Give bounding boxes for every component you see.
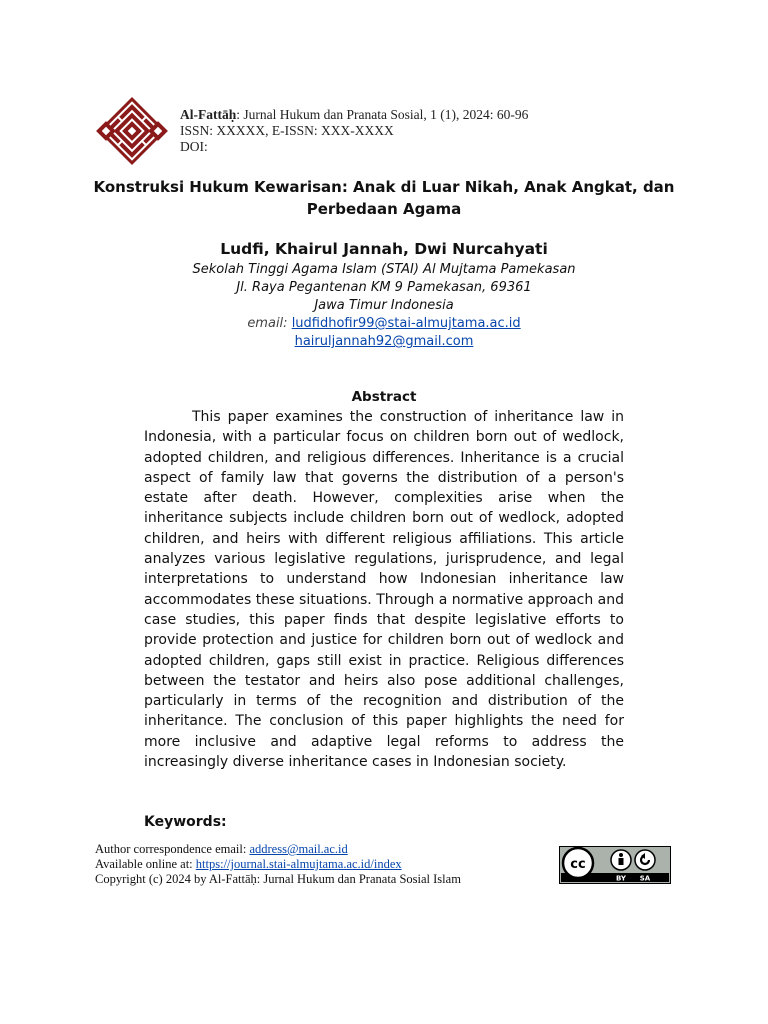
affiliation-region: Jawa Timur Indonesia: [314, 298, 454, 313]
sa-label: SA: [639, 874, 651, 883]
online-url-link[interactable]: https://journal.stai-almujtama.ac.id/index: [195, 857, 402, 871]
author-affiliation: [80, 261, 688, 351]
by-label: BY: [615, 874, 627, 883]
email-label: email:: [247, 316, 288, 331]
affiliation-address: Jl. Raya Pegantenan KM 9 Pamekasan, 69361: [236, 280, 532, 295]
correspondence-line: [95, 842, 461, 857]
correspondence-label: Author correspondence email:: [95, 842, 250, 856]
journal-logo-icon: [92, 95, 172, 167]
keywords-label: Keywords:: [144, 814, 227, 830]
journal-issn: ISSN: XXXXX, E-ISSN: XXX-XXXX: [180, 123, 394, 138]
paper-title: [80, 176, 688, 220]
email-link-2[interactable]: hairuljannah92@gmail.com: [294, 334, 474, 349]
paper-title-line-1: Konstruksi Hukum Kewarisan: Anak di Luar Nikah, Anak Angkat, dan: [93, 178, 675, 196]
email-link-1[interactable]: ludfidhofir99@stai-almujtama.ac.id: [291, 316, 521, 331]
affiliation-email-line: [80, 315, 688, 333]
journal-name: Al-Fattāḥ: [180, 107, 237, 122]
online-line: [95, 857, 461, 872]
person-icon: [619, 853, 623, 857]
abstract-body: This paper examines the construction of inheritance law in Indonesia, with a particular focus on children born out of wedlock, adopted children, and religious differences. Inheritance is a crucial aspect of family law that governs the distribution of a person's estate after death. However, complexities arise when the inheritance subjects include children born out of wedlock, adopted children, and heirs with different religious affiliations. This article analyzes various legislative regulations, jurisprudence, and legal interpretations to understand how Indonesian inheritance law accommodates these situations. Through a normative approach and case studies, this paper finds that despite legislative efforts to provide protection and justice for children born out of wedlock and adopted children, gaps still exist in practice. Religious differences between the testator and heirs also pose additional challenges, particularly in terms of the recognition and distribution of the inheritance. The conclusion of this paper highlights the need for more inclusive and adaptive legal reforms to address the increasingly diverse inheritance cases in Indonesian society.: [144, 409, 624, 771]
paper-title-line-2: Perbedaan Agama: [306, 200, 462, 218]
abstract-heading: Abstract: [351, 389, 417, 405]
journal-citation: [180, 107, 528, 123]
online-label: Available online at:: [95, 857, 196, 871]
copyright-line: Copyright (c) 2024 by Al-Fattāḥ: Jurnal Hukum dan Pranata Sosial Islam: [95, 872, 461, 886]
paper-authors: Ludfi, Khairul Jannah, Dwi Nurcahyati: [220, 240, 548, 258]
journal-info: [180, 107, 528, 155]
journal-doi: DOI:: [180, 139, 208, 154]
journal-citation-rest: : Jurnal Hukum dan Pranata Sosial, 1 (1), 2024: 60-96: [236, 107, 529, 122]
cc-by-sa-license-icon[interactable]: [559, 846, 671, 884]
page-footer: [95, 842, 461, 887]
cc-label: cc: [570, 857, 586, 872]
affiliation-institution: Sekolah Tinggi Agama Islam (STAI) Al Mujtama Pamekasan: [192, 262, 576, 277]
correspondence-email-link[interactable]: address@mail.ac.id: [249, 842, 348, 856]
affiliation-email-line-2: [80, 333, 688, 351]
